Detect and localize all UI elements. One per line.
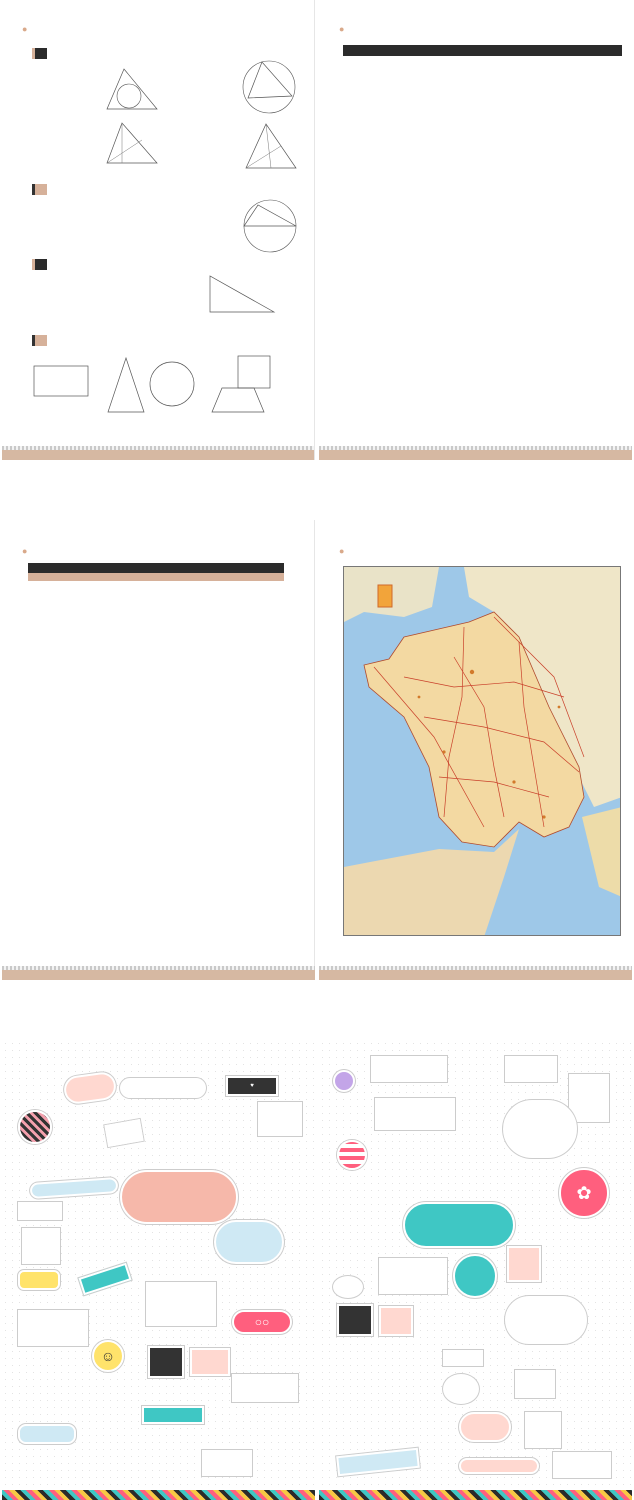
page-title-english: ● xyxy=(22,546,28,556)
sticker-mon-instant xyxy=(120,1170,238,1224)
sticker-heart-dark: ♥ xyxy=(226,1076,278,1096)
sticker-cool xyxy=(443,1374,479,1404)
sticker-smiley: ☺ xyxy=(92,1340,124,1372)
sticker-super-journee xyxy=(120,1078,206,1098)
sticker-jadore xyxy=(371,1056,447,1082)
sticker-page-right xyxy=(319,1040,632,1500)
col-preterit xyxy=(94,573,164,581)
sticker-top xyxy=(505,1296,587,1344)
subhead-pythagore xyxy=(32,259,47,270)
sticker-urgent xyxy=(18,1202,62,1220)
page-english xyxy=(2,520,315,980)
sticker-bff xyxy=(18,1270,60,1290)
sticker-page-left xyxy=(2,1040,315,1500)
sticker-stripe-edge xyxy=(2,1490,315,1500)
sticker-music xyxy=(18,1310,88,1346)
verbs-columns xyxy=(28,573,284,581)
map-drawing xyxy=(344,567,621,936)
page-edge xyxy=(319,450,632,460)
page-title-geometry: ● xyxy=(22,24,28,34)
road-map xyxy=(343,566,621,936)
sticker-plage xyxy=(78,1263,131,1296)
sticker-todo-dark xyxy=(148,1346,184,1378)
sticker-hello xyxy=(232,1374,298,1402)
sticker-mega xyxy=(22,1228,60,1264)
sticker-never xyxy=(569,1074,609,1122)
subhead-triangle xyxy=(32,48,47,59)
stars-row xyxy=(16,1052,306,1066)
sticker-todo-pink xyxy=(190,1348,230,1376)
col-infinitif xyxy=(28,573,94,581)
spread-english-map xyxy=(0,520,634,980)
sticker-memorable xyxy=(459,1458,539,1474)
spread-geometry-dates xyxy=(0,0,634,460)
page-edge xyxy=(2,450,314,460)
figure-areas xyxy=(32,352,292,424)
sticker-instant xyxy=(336,1448,420,1476)
sticker-life xyxy=(505,1056,557,1082)
sticker-ctop xyxy=(553,1452,611,1478)
sticker-coup-coeur xyxy=(62,1071,117,1106)
figure-incircle xyxy=(102,64,162,114)
sticker-genial xyxy=(443,1350,483,1366)
sticker-shopping xyxy=(375,1098,455,1130)
page-dates xyxy=(319,0,632,460)
sticker-todo-dark-2 xyxy=(337,1304,373,1336)
col-participe xyxy=(164,573,230,581)
sticker-ok xyxy=(333,1276,363,1298)
sticker-detente xyxy=(142,1406,204,1424)
sticker-like xyxy=(202,1450,252,1476)
subhead-areas xyxy=(32,335,47,346)
sticker-bien xyxy=(503,1100,577,1158)
page-map xyxy=(319,520,632,980)
sticker-stripe-edge xyxy=(319,1490,632,1500)
sticker-mega-2 xyxy=(525,1412,561,1448)
verbs-header xyxy=(28,563,284,573)
figure-centroid xyxy=(242,120,300,172)
sticker-stripe-circle xyxy=(18,1110,52,1144)
page-edge xyxy=(319,970,632,980)
sticker-super-vacances xyxy=(146,1282,216,1326)
sticker-bf xyxy=(507,1246,541,1282)
page-geometry xyxy=(2,0,315,460)
sticker-notes xyxy=(104,1119,143,1147)
sticker-ski xyxy=(18,1424,76,1444)
figure-orthocenter xyxy=(102,118,162,168)
page-edge xyxy=(2,970,315,980)
sticker-glasses: ○○ xyxy=(232,1310,292,1334)
sticker-todo-pink-2 xyxy=(379,1306,413,1336)
sticker-moon xyxy=(333,1070,355,1092)
page-title-map: ● xyxy=(339,546,345,556)
sticker-super-urgent xyxy=(379,1258,447,1294)
sticker-delire xyxy=(30,1177,119,1199)
figure-circumcircle xyxy=(240,58,298,116)
timeline-header xyxy=(343,45,622,56)
sticker-bff-2 xyxy=(515,1370,555,1398)
figure-right-triangle xyxy=(240,196,300,256)
subhead-right-triangle xyxy=(32,184,47,195)
sticker-soiree xyxy=(214,1220,284,1264)
sticker-dream xyxy=(403,1202,515,1248)
sticker-pticafe xyxy=(258,1102,302,1136)
spread-stickers xyxy=(0,1040,634,1500)
figure-pythagore xyxy=(202,270,282,318)
sticker-coup-coeur-2 xyxy=(459,1412,511,1442)
sticker-mega-urgent xyxy=(453,1254,497,1298)
sticker-stripe-circle-2 xyxy=(337,1140,367,1170)
sticker-flower: ✿ xyxy=(559,1168,609,1218)
page-title-dates: ● xyxy=(339,24,345,34)
